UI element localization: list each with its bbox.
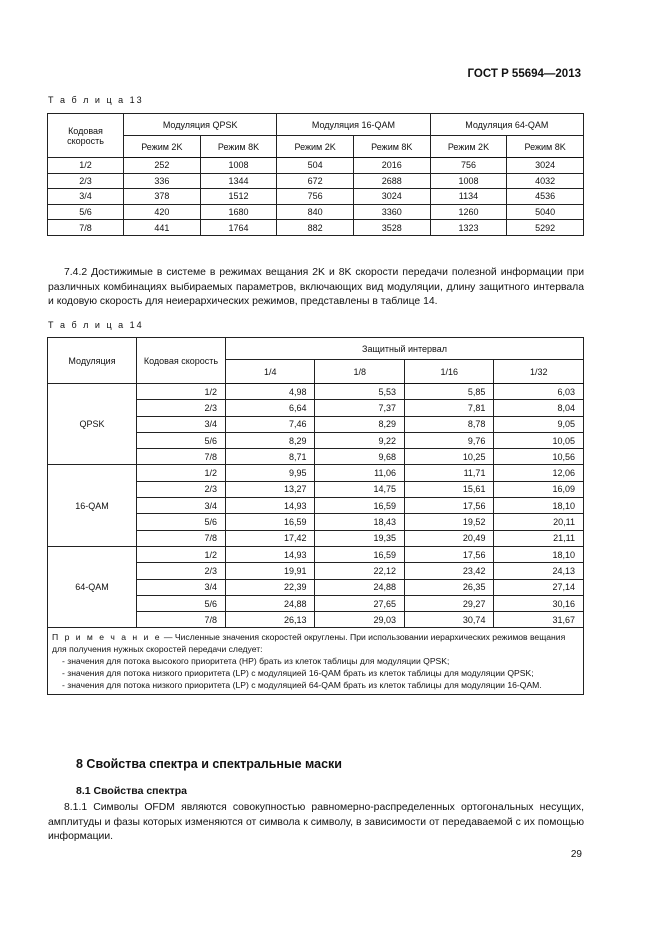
modulation-cell: 64-QAM <box>48 546 137 627</box>
note-item: - значения для потока высокого приоритета (HP) брать из клеток таблицы для модуляции QPSK; <box>62 656 450 667</box>
value-cell: 7,46 <box>226 416 315 432</box>
modulation-cell: QPSK <box>48 384 137 465</box>
value-cell: 15,61 <box>404 481 493 497</box>
rate-cell: 7/8 <box>137 449 226 465</box>
rate-cell: 5/6 <box>48 204 124 220</box>
value-cell: 1764 <box>200 220 277 236</box>
value-cell: 29,27 <box>404 595 493 611</box>
rate-cell: 1/2 <box>137 384 226 400</box>
value-cell: 20,11 <box>494 514 584 530</box>
value-cell: 756 <box>430 158 507 174</box>
value-cell: 8,04 <box>494 400 584 416</box>
mode-header: Режим 2K <box>124 136 201 158</box>
table-note <box>48 628 584 695</box>
rate-header: Кодовая скорость <box>48 114 124 158</box>
value-cell: 13,27 <box>226 481 315 497</box>
table-row <box>48 384 584 400</box>
value-cell: 7,37 <box>315 400 404 416</box>
page-number: 29 <box>570 849 582 860</box>
value-cell: 9,05 <box>494 416 584 432</box>
value-cell: 26,13 <box>226 612 315 628</box>
value-cell: 504 <box>277 158 354 174</box>
value-cell: 14,93 <box>226 546 315 562</box>
table14-caption: Т а б л и ц а 14 <box>48 320 144 330</box>
value-cell: 16,09 <box>494 481 584 497</box>
value-cell: 672 <box>277 173 354 189</box>
value-cell: 22,39 <box>226 579 315 595</box>
value-cell: 18,43 <box>315 514 404 530</box>
group-header: Модуляция QPSK <box>124 114 277 136</box>
value-cell: 18,10 <box>494 498 584 514</box>
modulation-header: Модуляция <box>48 338 137 384</box>
note-text: — Численные значения скоростей округлены. При использовании иерархических режимов вещания для получения нужных скоростей передачи следует: <box>52 632 566 655</box>
value-cell: 19,35 <box>315 530 404 546</box>
value-cell: 9,22 <box>315 432 404 448</box>
gi-header: 1/4 <box>226 360 315 384</box>
table-row <box>48 465 584 481</box>
rate-cell: 1/2 <box>48 158 124 174</box>
value-cell: 7,81 <box>404 400 493 416</box>
value-cell: 22,12 <box>315 563 404 579</box>
table-row <box>48 220 584 236</box>
gi-header: 1/32 <box>494 360 584 384</box>
value-cell: 30,74 <box>404 612 493 628</box>
table13 <box>47 113 584 236</box>
value-cell: 16,59 <box>226 514 315 530</box>
value-cell: 4,98 <box>226 384 315 400</box>
value-cell: 14,93 <box>226 498 315 514</box>
value-cell: 756 <box>277 189 354 205</box>
guard-interval-header: Защитный интервал <box>226 338 584 360</box>
value-cell: 24,88 <box>315 579 404 595</box>
paragraph-8-1-1: 8.1.1 Символы OFDM являются совокупностью равномерно-распределенных ортогональных несущих, амплитуды и фазы которых изменяются от символа к символу, в зависимости от передаваемой с их помощью информации. <box>48 802 584 842</box>
rate-cell: 1/2 <box>137 465 226 481</box>
value-cell: 16,59 <box>315 546 404 562</box>
value-cell: 5040 <box>507 204 584 220</box>
value-cell: 17,56 <box>404 498 493 514</box>
value-cell: 17,42 <box>226 530 315 546</box>
value-cell: 1680 <box>200 204 277 220</box>
mode-header: Режим 2K <box>430 136 507 158</box>
value-cell: 378 <box>124 189 201 205</box>
value-cell: 29,03 <box>315 612 404 628</box>
mode-header: Режим 2K <box>277 136 354 158</box>
rate-cell: 2/3 <box>137 481 226 497</box>
value-cell: 20,49 <box>404 530 493 546</box>
value-cell: 8,71 <box>226 449 315 465</box>
value-cell: 27,65 <box>315 595 404 611</box>
value-cell: 8,29 <box>226 432 315 448</box>
table-row <box>48 189 584 205</box>
value-cell: 840 <box>277 204 354 220</box>
value-cell: 9,68 <box>315 449 404 465</box>
value-cell: 2688 <box>353 173 430 189</box>
value-cell: 1134 <box>430 189 507 205</box>
value-cell: 9,76 <box>404 432 493 448</box>
rate-cell: 7/8 <box>48 220 124 236</box>
group-header: Модуляция 16-QAM <box>277 114 430 136</box>
rate-cell: 2/3 <box>48 173 124 189</box>
value-cell: 17,56 <box>404 546 493 562</box>
value-cell: 3024 <box>507 158 584 174</box>
table-row <box>48 173 584 189</box>
value-cell: 4032 <box>507 173 584 189</box>
value-cell: 27,14 <box>494 579 584 595</box>
value-cell: 31,67 <box>494 612 584 628</box>
group-header: Модуляция 64-QAM <box>430 114 583 136</box>
value-cell: 1323 <box>430 220 507 236</box>
value-cell: 5,53 <box>315 384 404 400</box>
note-item: - значения для потока низкого приоритета (LP) с модуляцией 64-QAM брать из клеток таблицы для модуляции 16-QAM. <box>62 680 542 691</box>
rate-cell: 7/8 <box>137 612 226 628</box>
table-row <box>48 204 584 220</box>
value-cell: 6,03 <box>494 384 584 400</box>
value-cell: 1008 <box>200 158 277 174</box>
value-cell: 336 <box>124 173 201 189</box>
value-cell: 9,95 <box>226 465 315 481</box>
rate-cell: 7/8 <box>137 530 226 546</box>
paragraph-7-4-2: 7.4.2 Достижимые в системе в режимах вещания 2K и 8K скорости передачи полезной информации при различных комбинациях выбираемых параметров, включающих вид модуляции, длину защитного интервала и кодовую скорость для неиерархических режимов, представлены в таблице 14. <box>48 267 584 307</box>
value-cell: 6,64 <box>226 400 315 416</box>
value-cell: 14,75 <box>315 481 404 497</box>
value-cell: 24,88 <box>226 595 315 611</box>
value-cell: 10,05 <box>494 432 584 448</box>
value-cell: 1008 <box>430 173 507 189</box>
table-row <box>48 546 584 562</box>
value-cell: 26,35 <box>404 579 493 595</box>
rate-cell: 1/2 <box>137 546 226 562</box>
rate-cell: 3/4 <box>48 189 124 205</box>
section-8-1-heading: 8.1 Свойства спектра <box>76 785 188 797</box>
value-cell: 23,42 <box>404 563 493 579</box>
value-cell: 19,52 <box>404 514 493 530</box>
value-cell: 5292 <box>507 220 584 236</box>
value-cell: 3360 <box>353 204 430 220</box>
value-cell: 24,13 <box>494 563 584 579</box>
value-cell: 19,91 <box>226 563 315 579</box>
value-cell: 1344 <box>200 173 277 189</box>
rate-cell: 2/3 <box>137 400 226 416</box>
rate-cell: 3/4 <box>137 416 226 432</box>
table-row <box>48 158 584 174</box>
note-label: П р и м е ч а н и е <box>52 632 162 643</box>
note-item: - значения для потока низкого приоритета (LP) с модуляцией 16-QAM брать из клеток таблицы для модуляции QPSK; <box>62 668 534 679</box>
value-cell: 2016 <box>353 158 430 174</box>
value-cell: 21,11 <box>494 530 584 546</box>
gi-header: 1/16 <box>404 360 493 384</box>
rate-cell: 5/6 <box>137 432 226 448</box>
table14 <box>47 337 584 695</box>
mode-header: Режим 8K <box>507 136 584 158</box>
rate-header: Кодовая скорость <box>137 338 226 384</box>
value-cell: 18,10 <box>494 546 584 562</box>
document-id: ГОСТ Р 55694—2013 <box>467 68 581 80</box>
rate-cell: 5/6 <box>137 595 226 611</box>
value-cell: 10,25 <box>404 449 493 465</box>
rate-cell: 3/4 <box>137 498 226 514</box>
section-8-heading: 8 Свойства спектра и спектральные маски <box>76 757 342 771</box>
value-cell: 4536 <box>507 189 584 205</box>
rate-cell: 2/3 <box>137 563 226 579</box>
modulation-cell: 16-QAM <box>48 465 137 546</box>
value-cell: 8,29 <box>315 416 404 432</box>
value-cell: 441 <box>124 220 201 236</box>
value-cell: 420 <box>124 204 201 220</box>
value-cell: 3528 <box>353 220 430 236</box>
value-cell: 252 <box>124 158 201 174</box>
mode-header: Режим 8K <box>353 136 430 158</box>
value-cell: 5,85 <box>404 384 493 400</box>
gi-header: 1/8 <box>315 360 404 384</box>
value-cell: 1512 <box>200 189 277 205</box>
value-cell: 3024 <box>353 189 430 205</box>
value-cell: 12,06 <box>494 465 584 481</box>
rate-cell: 3/4 <box>137 579 226 595</box>
value-cell: 11,06 <box>315 465 404 481</box>
value-cell: 30,16 <box>494 595 584 611</box>
mode-header: Режим 8K <box>200 136 277 158</box>
value-cell: 11,71 <box>404 465 493 481</box>
value-cell: 10,56 <box>494 449 584 465</box>
value-cell: 1260 <box>430 204 507 220</box>
value-cell: 8,78 <box>404 416 493 432</box>
value-cell: 882 <box>277 220 354 236</box>
value-cell: 16,59 <box>315 498 404 514</box>
table13-caption: Т а б л и ц а 13 <box>48 95 144 105</box>
rate-cell: 5/6 <box>137 514 226 530</box>
